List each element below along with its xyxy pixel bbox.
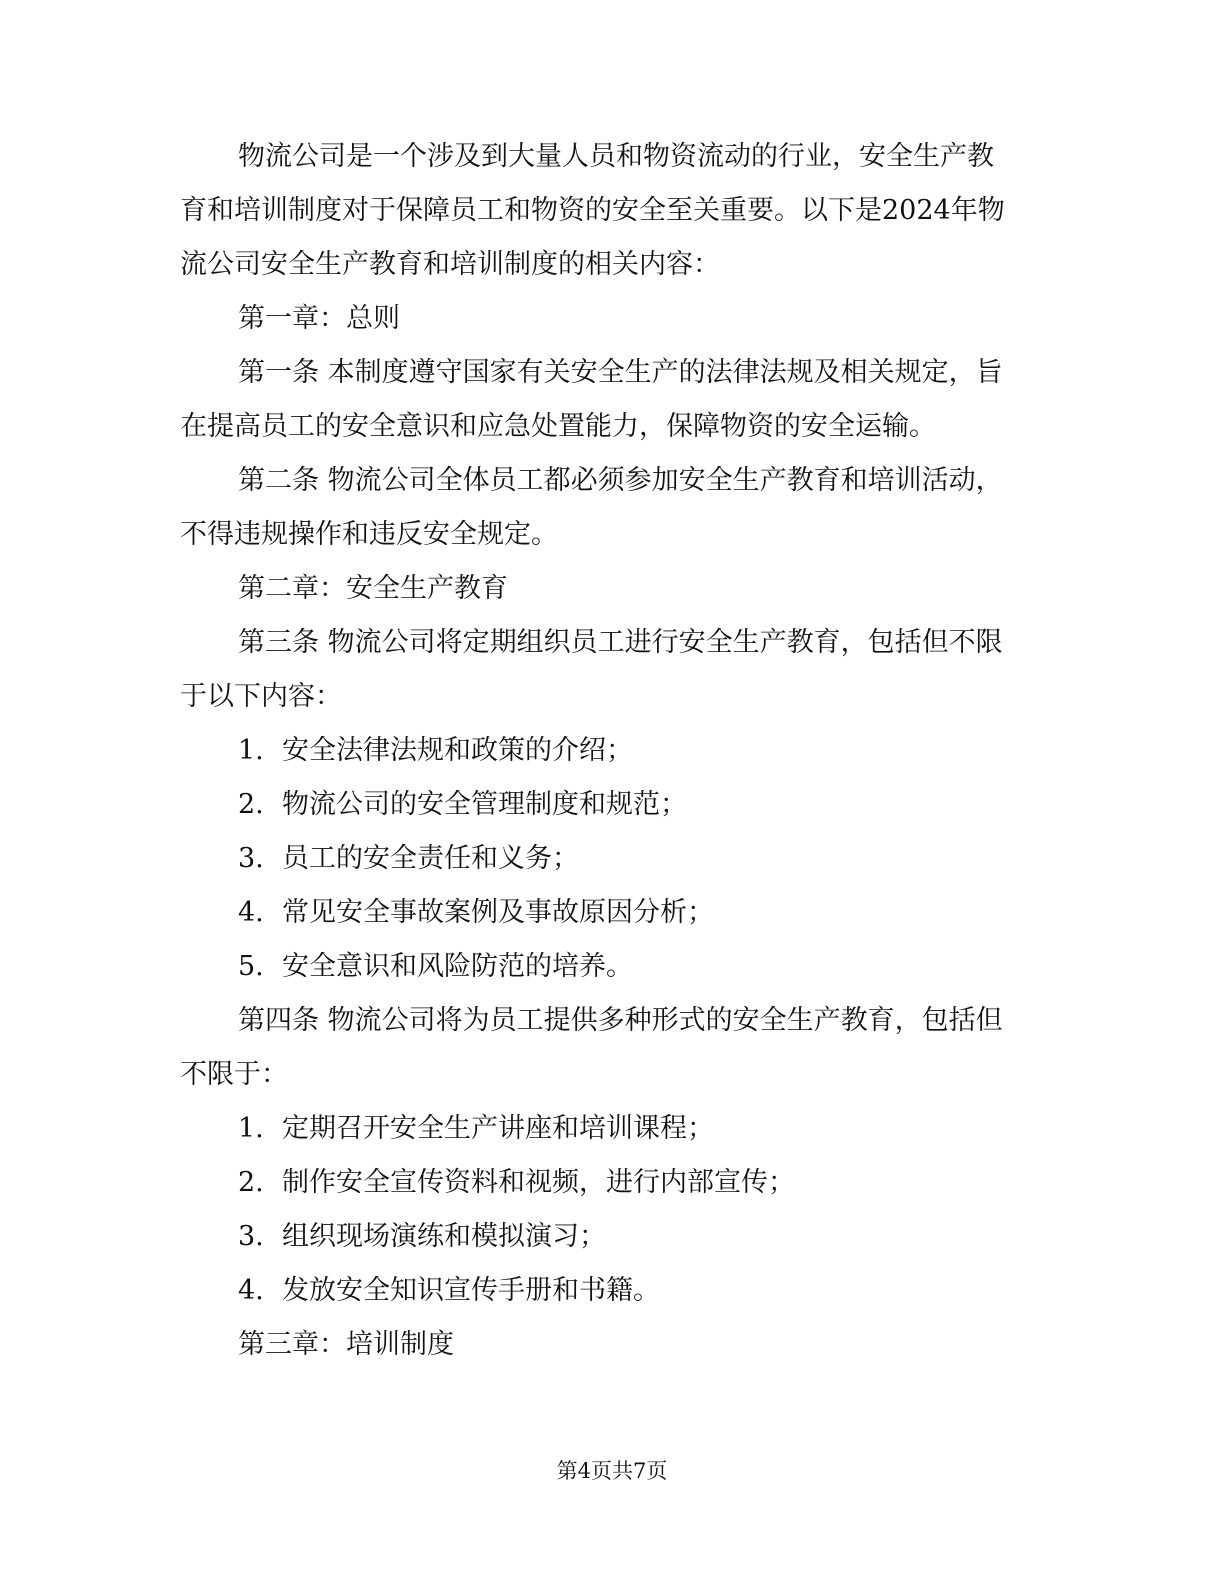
list-number: 2. [238, 1167, 264, 1198]
article-2-line-1: 第二条 物流公司全体员工都必须参加安全生产教育和培训活动， [238, 465, 1003, 496]
list-number: 1. [238, 735, 264, 766]
list-number: 4. [238, 897, 264, 928]
paragraph-intro-line-2: 育和培训制度对于保障员工和物资的安全至关重要。以下是2024年物 [180, 195, 1005, 226]
list-item [180, 886, 1038, 940]
article-3-line-1: 第三条 物流公司将定期组织员工进行安全生产教育，包括但不限 [238, 627, 1003, 658]
list-number: 2. [238, 789, 264, 820]
list-item-text: 安全法律法规和政策的介绍； [282, 735, 633, 766]
article-3-line-2: 于以下内容： [180, 681, 342, 712]
list-item [180, 1210, 1038, 1264]
list-item [180, 778, 1038, 832]
list-item-text: 制作安全宣传资料和视频，进行内部宣传； [282, 1167, 795, 1198]
chapter-3-heading: 第三章：培训制度 [238, 1329, 454, 1360]
list-item [180, 832, 1038, 886]
list-item [180, 940, 1038, 994]
list-item-text: 物流公司的安全管理制度和规范； [282, 789, 687, 820]
list-item [180, 1102, 1038, 1156]
list-item-text: 常见安全事故案例及事故原因分析； [282, 897, 714, 928]
list-item-text: 员工的安全责任和义务； [282, 843, 579, 874]
list-number: 4. [238, 1275, 264, 1306]
list-item [180, 1156, 1038, 1210]
article-1-line-2: 在提高员工的安全意识和应急处置能力，保障物资的安全运输。 [180, 411, 936, 442]
list-item [180, 724, 1038, 778]
list-item-text: 组织现场演练和模拟演习； [282, 1221, 606, 1252]
paragraph-intro-line-3: 流公司安全生产教育和培训制度的相关内容： [180, 249, 720, 280]
list-number: 3. [238, 843, 264, 874]
list-item [180, 1264, 1038, 1318]
list-item-text: 定期召开安全生产讲座和培训课程； [282, 1113, 714, 1144]
list-number: 3. [238, 1221, 264, 1252]
article-2-line-2: 不得违规操作和违反安全规定。 [180, 519, 558, 550]
article-4-line-2: 不限于： [180, 1059, 288, 1090]
document-body [180, 130, 1038, 1372]
chapter-2-heading: 第二章：安全生产教育 [238, 573, 508, 604]
chapter-1-heading: 第一章：总则 [238, 303, 400, 334]
list-item-text: 发放安全知识宣传手册和书籍。 [282, 1275, 660, 1306]
article-1-line-1: 第一条 本制度遵守国家有关安全生产的法律法规及相关规定，旨 [238, 357, 1003, 388]
list-item-text: 安全意识和风险防范的培养。 [282, 951, 633, 982]
list-number: 5. [238, 951, 264, 982]
page-number-footer: 第4页共7页 [556, 1459, 668, 1483]
article-4-line-1: 第四条 物流公司将为员工提供多种形式的安全生产教育，包括但 [238, 1005, 1003, 1036]
list-number: 1. [238, 1113, 264, 1144]
paragraph-intro-line-1: 物流公司是一个涉及到大量人员和物资流动的行业，安全生产教 [238, 141, 994, 172]
